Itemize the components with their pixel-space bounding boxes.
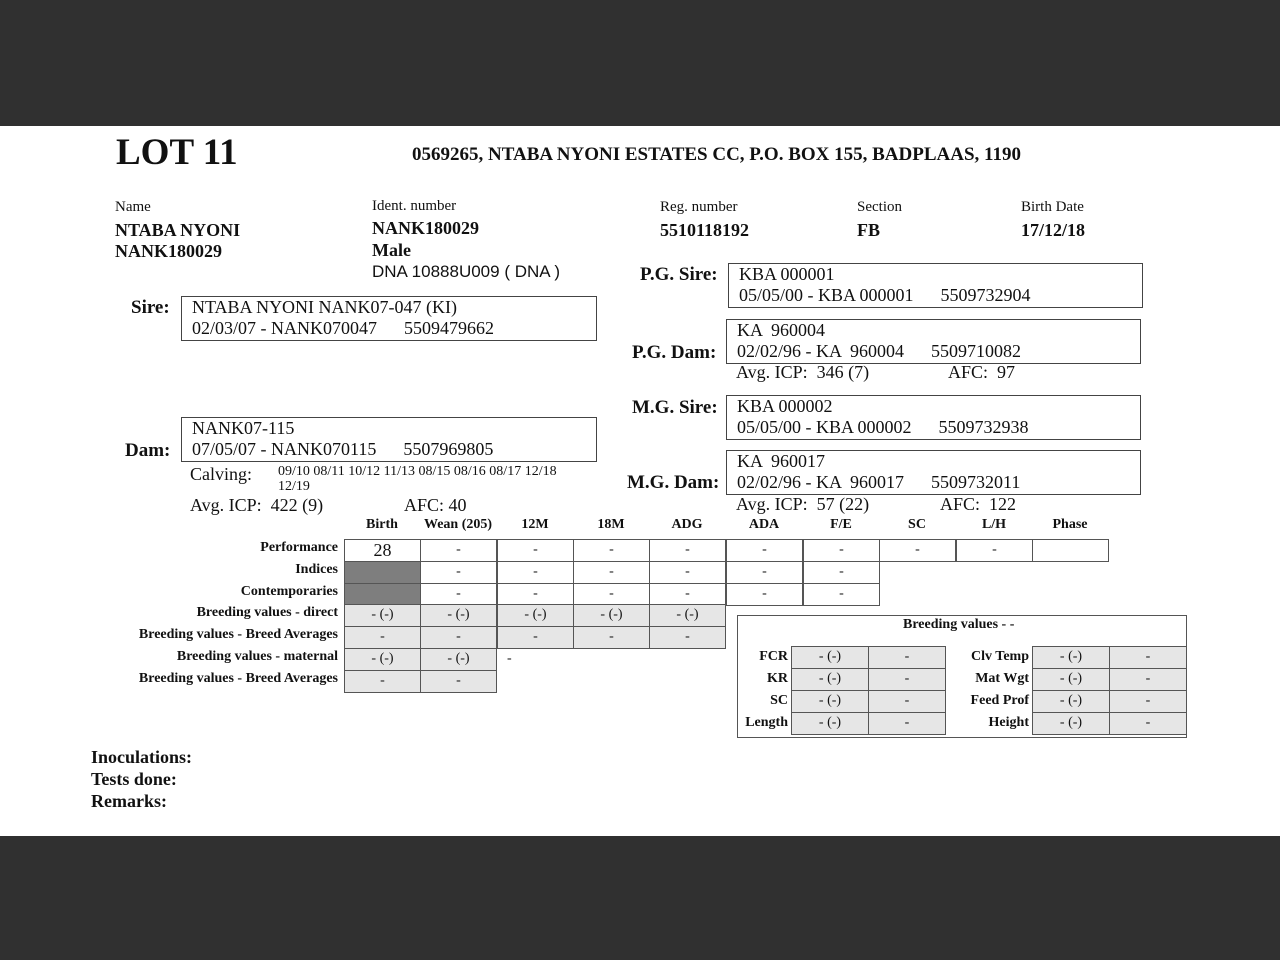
bv-label: FCR	[759, 649, 788, 664]
mg-sire-details: 05/05/00 - KBA 000002 5509732938	[737, 417, 1029, 437]
grid-cell	[344, 561, 421, 584]
sire-name: NTABA NYONI NANK07-047 (KI)	[192, 297, 458, 317]
animal-sex: Male	[372, 240, 411, 260]
grid-cell: -	[420, 561, 497, 584]
column-header: L/H	[981, 517, 1007, 532]
row-header: Performance	[260, 540, 338, 555]
bv-value: - (-)	[1032, 712, 1110, 735]
tests-done-label: Tests done:	[91, 769, 177, 789]
grid-cell: -	[573, 626, 650, 649]
breeding-values-title: Breeding values - -	[903, 617, 1015, 632]
grid-cell: - (-)	[344, 648, 421, 671]
bv-average: -	[1109, 668, 1187, 691]
pg-dam-avg-icp: Avg. ICP: 346 (7)	[736, 362, 870, 382]
grid-cell: -	[420, 670, 497, 693]
grid-cell: -	[573, 561, 650, 584]
pg-dam-name: KA 960004	[737, 320, 826, 340]
grid-cell: -	[497, 539, 574, 562]
mg-dam-afc: AFC: 122	[940, 494, 1017, 514]
sire-label: Sire:	[131, 297, 170, 318]
reg-number: 5510118192	[660, 220, 750, 240]
column-header: Wean (205)	[423, 517, 493, 532]
grid-cell	[344, 583, 421, 606]
grid-cell: - (-)	[420, 648, 497, 671]
grid-cell: -	[649, 583, 726, 606]
bv-label: Mat Wgt	[975, 671, 1029, 686]
birth-caption: Birth Date	[1021, 199, 1084, 215]
grid-cell: -	[344, 626, 421, 649]
grid-cell: -	[803, 539, 880, 562]
bv-average: -	[868, 668, 946, 691]
bv-average: -	[1109, 712, 1187, 735]
owner-details: 0569265, NTABA NYONI ESTATES CC, P.O. BOX 155, BADPLAAS, 1190	[412, 144, 1021, 165]
dam-label: Dam:	[125, 440, 171, 461]
calving-dates-line1: 09/10 08/11 10/12 11/13 08/15 08/16 08/17 12/18	[278, 464, 557, 479]
grid-cell: -	[344, 670, 421, 693]
birth-date: 17/12/18	[1021, 220, 1086, 240]
column-header: Phase	[1052, 517, 1088, 532]
bv-value: - (-)	[1032, 646, 1110, 669]
grid-cell: - (-)	[344, 604, 421, 627]
mg-dam-box	[726, 450, 1141, 495]
grid-cell: - (-)	[497, 604, 574, 627]
grid-cell: -	[726, 539, 803, 562]
section-caption: Section	[857, 199, 902, 215]
pg-sire-label: P.G. Sire:	[640, 264, 718, 285]
mg-dam-name: KA 960017	[737, 451, 826, 471]
animal-name-code: NANK180029	[115, 241, 222, 261]
pg-dam-box	[726, 319, 1141, 364]
bv-label: Height	[988, 715, 1029, 730]
pg-sire-box	[728, 263, 1143, 308]
bv-value: - (-)	[791, 690, 869, 713]
pg-dam-details: 02/02/96 - KA 960004 5509710082	[737, 341, 1022, 361]
grid-cell: -	[649, 626, 726, 649]
dam-name: NANK07-115	[192, 418, 295, 438]
mg-sire-name: KBA 000002	[737, 396, 833, 416]
mg-dam-details: 02/02/96 - KA 960017 5509732011	[737, 472, 1021, 492]
grid-cell: - (-)	[573, 604, 650, 627]
remarks-label: Remarks:	[91, 791, 167, 811]
row-header: Contemporaries	[240, 584, 338, 599]
grid-cell: -	[420, 583, 497, 606]
grid-cell: -	[803, 561, 880, 584]
row-header: Breeding values - Breed Averages	[138, 671, 338, 686]
sire-details: 02/03/07 - NANK070047 5509479662	[192, 318, 494, 338]
grid-cell: - (-)	[649, 604, 726, 627]
dam-afc: AFC: 40	[404, 495, 467, 515]
pg-dam-label: P.G. Dam:	[632, 342, 717, 363]
grid-cell: -	[420, 539, 497, 562]
bv-label: KR	[767, 671, 788, 686]
bv-average: -	[868, 690, 946, 713]
column-header: F/E	[830, 517, 852, 532]
row-header: Breeding values - Breed Averages	[138, 627, 338, 642]
dna-status: DNA 10888U009 ( DNA )	[372, 262, 561, 281]
mg-sire-label: M.G. Sire:	[632, 397, 718, 418]
grid-cell: -	[803, 583, 880, 606]
ident-number: NANK180029	[372, 218, 479, 238]
bv-label: Length	[745, 715, 788, 730]
bv-value: - (-)	[1032, 690, 1110, 713]
name-caption: Name	[115, 199, 151, 215]
grid-cell: -	[879, 539, 956, 562]
bv-value: - (-)	[791, 646, 869, 669]
grid-cell: 28	[344, 539, 421, 562]
column-header: Birth	[366, 517, 398, 532]
inoculations-label: Inoculations:	[91, 747, 193, 767]
column-header: 18M	[597, 517, 625, 532]
grid-cell: -	[573, 539, 650, 562]
dam-details: 07/05/07 - NANK070115 5507969805	[192, 439, 494, 459]
grid-cell: -	[420, 626, 497, 649]
pg-sire-name: KBA 000001	[739, 264, 835, 284]
grid-cell	[1032, 539, 1109, 562]
grid-cell: -	[497, 561, 574, 584]
column-header: SC	[908, 517, 926, 532]
grid-cell: -	[649, 539, 726, 562]
calving-dates-line2: 12/19	[278, 479, 310, 494]
bv-value: - (-)	[791, 712, 869, 735]
sire-box	[181, 296, 597, 341]
grid-cell: - (-)	[420, 604, 497, 627]
pg-sire-details: 05/05/00 - KBA 000001 5509732904	[739, 285, 1031, 305]
pg-dam-afc: AFC: 97	[948, 362, 1016, 382]
column-header: ADA	[748, 517, 780, 532]
section-value: FB	[857, 220, 881, 240]
bv-label: Clv Temp	[971, 649, 1029, 664]
bv-label: Feed Prof	[970, 693, 1029, 708]
reg-caption: Reg. number	[660, 199, 738, 215]
animal-name: NTABA NYONI	[115, 220, 241, 240]
grid-cell-extra: -	[507, 651, 512, 666]
lot-number: LOT 11	[116, 132, 238, 173]
grid-cell: -	[497, 583, 574, 606]
column-header: 12M	[521, 517, 549, 532]
grid-cell: -	[649, 561, 726, 584]
dam-avg-icp: Avg. ICP: 422 (9)	[190, 495, 324, 515]
bv-value: - (-)	[791, 668, 869, 691]
bv-average: -	[1109, 690, 1187, 713]
row-header: Breeding values - direct	[196, 605, 338, 620]
mg-sire-box	[726, 395, 1141, 440]
column-header: ADG	[671, 517, 703, 532]
dam-calving-dates	[278, 464, 557, 494]
ident-caption: Ident. number	[372, 198, 457, 214]
grid-cell: -	[573, 583, 650, 606]
grid-cell: -	[726, 583, 803, 606]
mg-dam-avg-icp: Avg. ICP: 57 (22)	[736, 494, 870, 514]
bv-label: SC	[770, 693, 788, 708]
bv-value: - (-)	[1032, 668, 1110, 691]
dam-calving-label: Calving:	[190, 464, 252, 484]
row-header: Indices	[295, 562, 338, 577]
dam-box	[181, 417, 597, 462]
grid-cell: -	[956, 539, 1033, 562]
bv-average: -	[1109, 646, 1187, 669]
bv-average: -	[868, 646, 946, 669]
grid-cell: -	[497, 626, 574, 649]
grid-cell: -	[726, 561, 803, 584]
row-header: Breeding values - maternal	[176, 649, 338, 664]
bv-average: -	[868, 712, 946, 735]
mg-dam-label: M.G. Dam:	[627, 472, 720, 493]
lot-sheet	[0, 126, 1280, 836]
